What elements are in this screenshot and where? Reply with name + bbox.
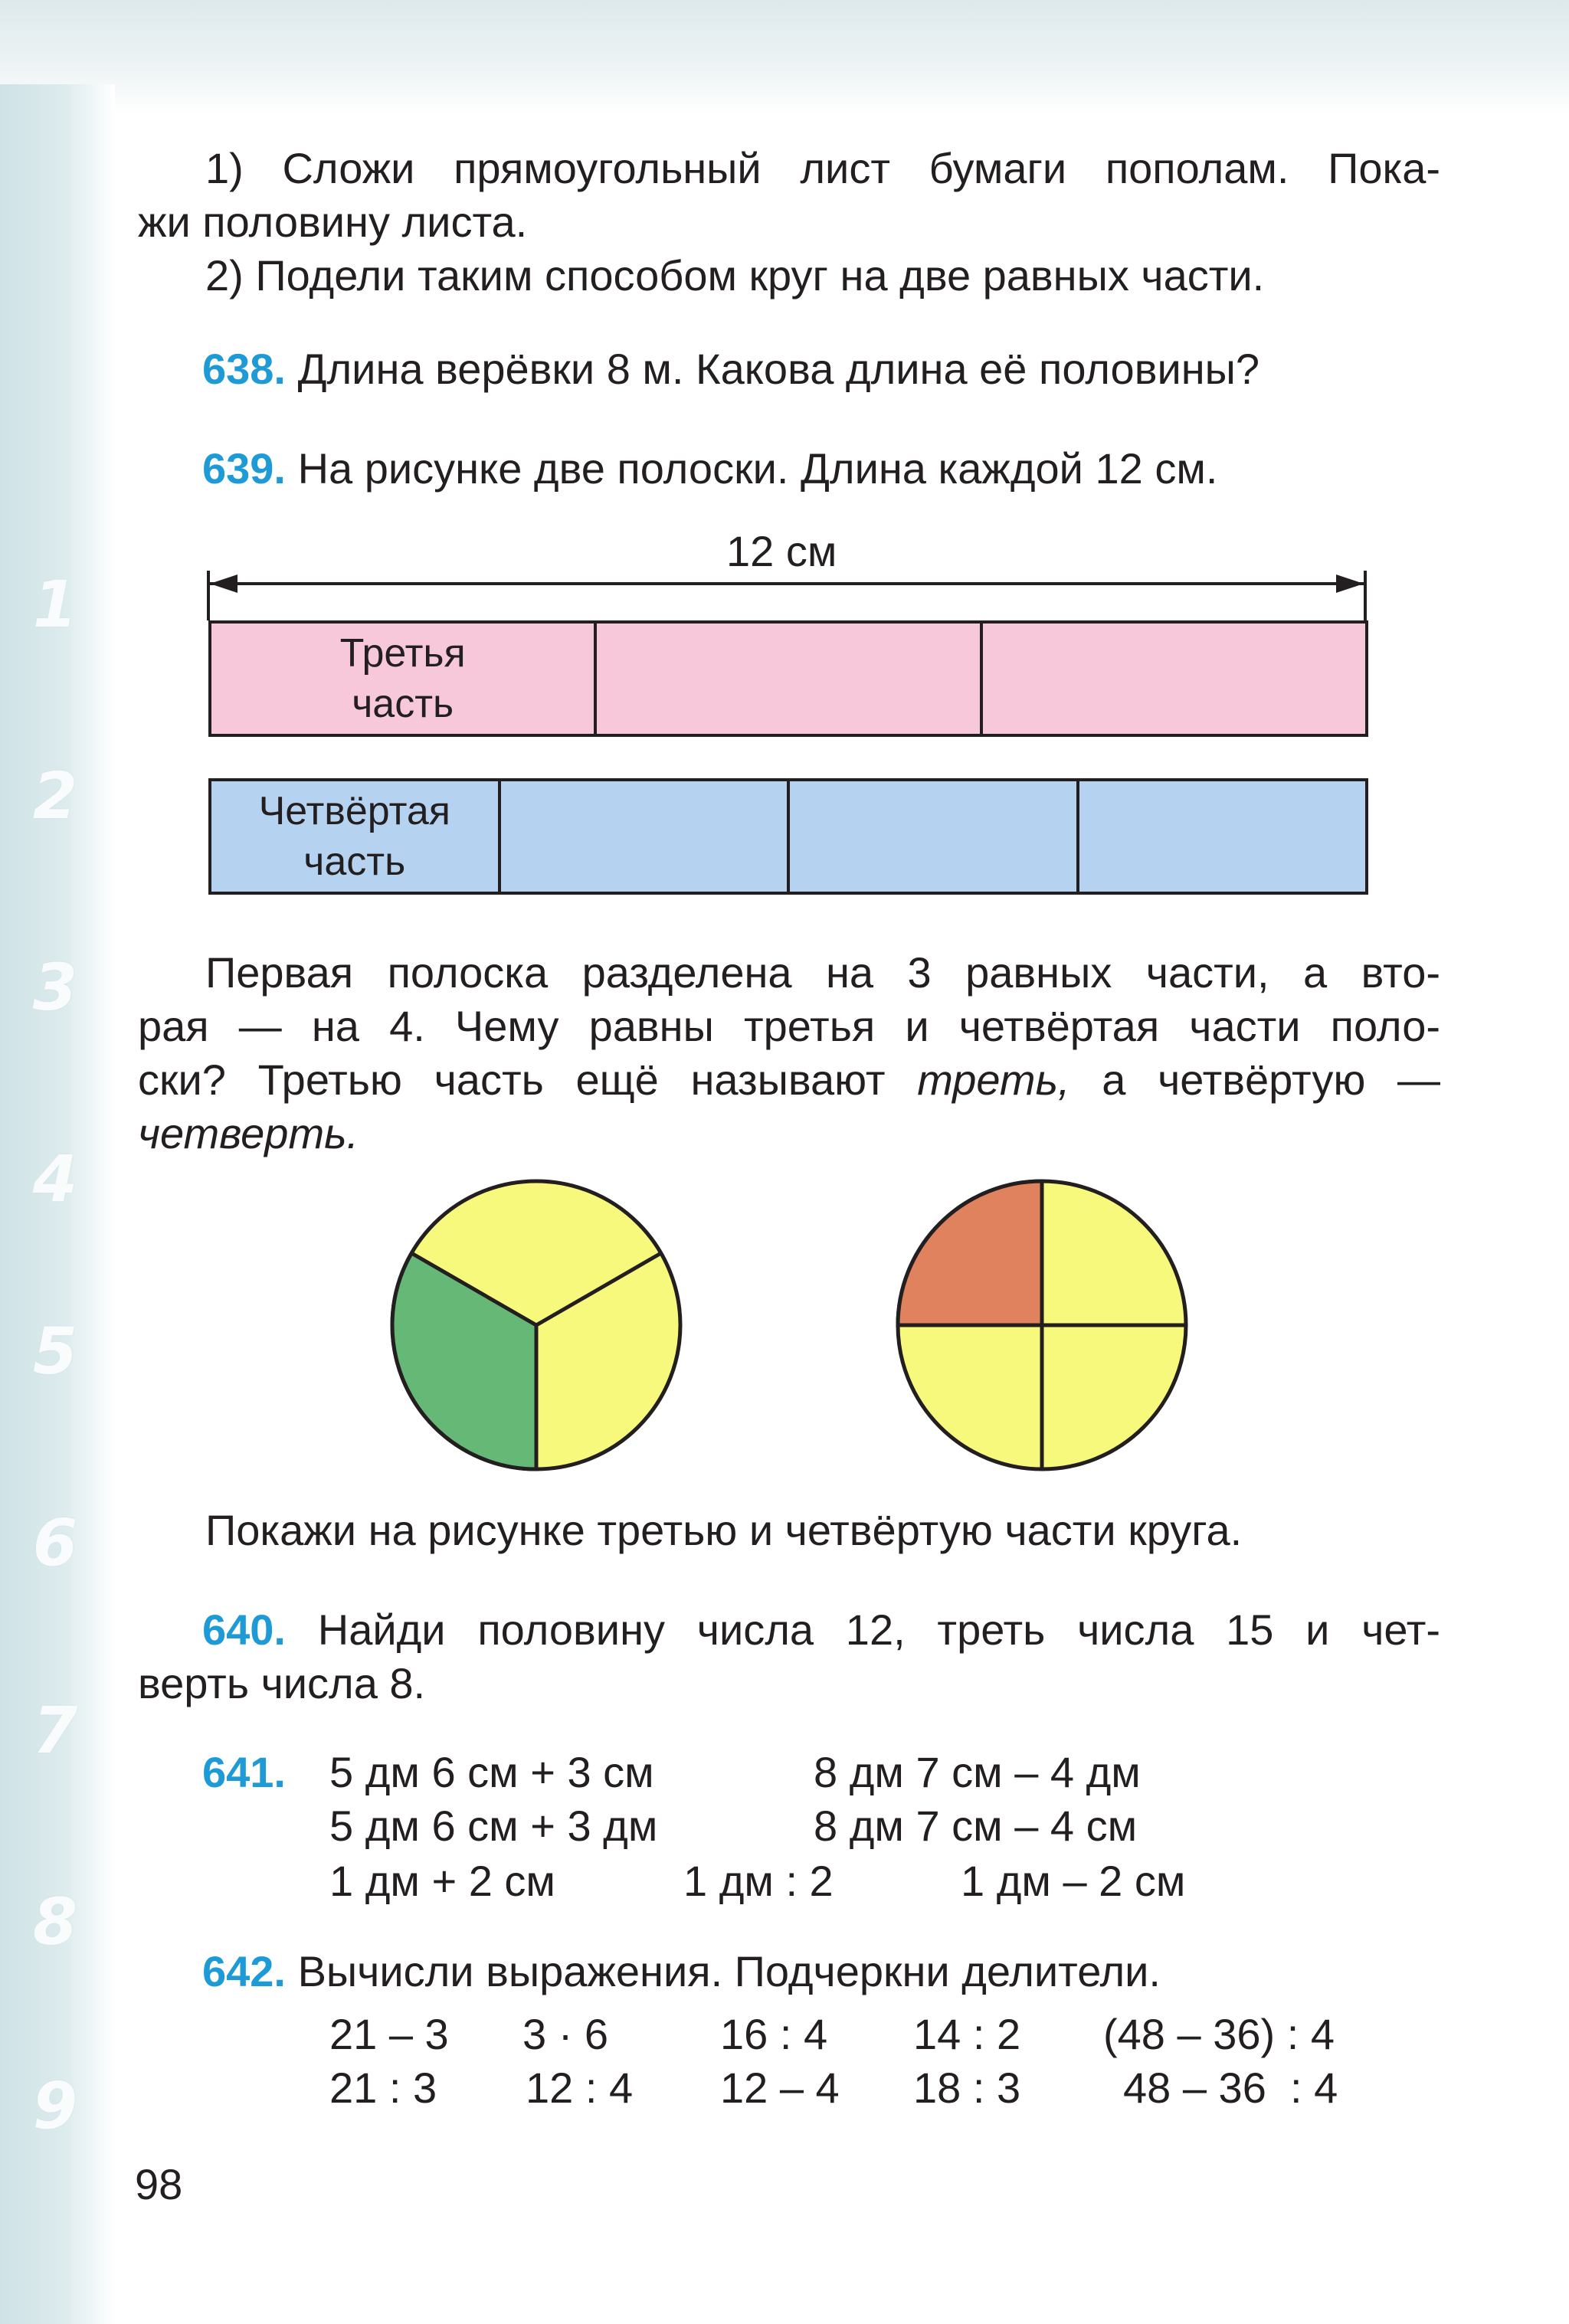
expr-641-r2c1: 5 дм 6 см + 3 дм <box>329 1802 658 1850</box>
expr-642-r1-4: 14 : 2 <box>913 2010 1021 2058</box>
paragraph-text: ски? Третью часть ещё называют <box>138 1056 918 1104</box>
expr-641-r3c2: 1 дм : 2 <box>683 1857 834 1905</box>
paragraph-line-1: Первая полоска разделена на 3 равных части, а вто- <box>205 948 1440 997</box>
length-arrow <box>201 567 1374 628</box>
page-top-band <box>0 0 1569 115</box>
intro-line-2: жи половину листа. <box>138 198 528 246</box>
expr-641-r1c1: 5 дм 6 см + 3 см <box>329 1748 654 1796</box>
side-tab-8: 8 <box>32 1884 78 1959</box>
exercise-642 <box>202 1947 1161 1996</box>
circles-question: Покажи на рисунке третью и четвёртую части круга. <box>205 1506 1243 1554</box>
expr-642-r1-5: (48 – 36) : 4 <box>1103 2010 1335 2058</box>
side-tab-4: 4 <box>32 1141 78 1216</box>
side-tab-9: 9 <box>32 2068 78 2143</box>
strip-thirds <box>208 620 1368 737</box>
expr-642-r2-3: 12 – 4 <box>720 2064 840 2112</box>
expr-642-r1-2: 3 · 6 <box>522 2010 609 2058</box>
strip-thirds-cell-2 <box>597 624 982 734</box>
expr-641-r3c3: 1 дм – 2 см <box>961 1857 1186 1905</box>
circle-quarters <box>889 1172 1195 1478</box>
exercise-number: 642. <box>202 1947 286 1995</box>
intro-line-1: 1) Сложи прямоугольный лист бумаги пополам. Пока- <box>205 144 1440 192</box>
paragraph-line-2: рая — на 4. Чему равны третья и четвёртая части поло- <box>138 1002 1440 1050</box>
exercise-text: На рисунке две полоски. Длина каждой 12 см. <box>297 444 1218 493</box>
expr-641-r3c1: 1 дм + 2 см <box>329 1857 555 1905</box>
length-label: 12 см <box>726 527 837 575</box>
exercise-number: 641. <box>202 1748 286 1796</box>
expr-641-r2c2: 8 дм 7 см – 4 см <box>814 1802 1138 1850</box>
side-tab-1: 1 <box>32 567 78 642</box>
intro-line-3: 2) Подели таким способом круг на две равных части. <box>205 251 1265 300</box>
expr-642-r1-1: 21 – 3 <box>329 2010 449 2058</box>
cell-label: Четвёртая <box>258 789 450 833</box>
side-tab-5: 5 <box>32 1314 78 1389</box>
paragraph-text: а четвёртую — <box>1069 1056 1441 1104</box>
circle-thirds <box>383 1172 690 1478</box>
strip-quarters-cell-4 <box>1079 781 1366 892</box>
cell-label: часть <box>352 682 454 726</box>
exercise-640 <box>202 1606 1440 1655</box>
expr-642-r1-3: 16 : 4 <box>720 2010 828 2058</box>
strip-thirds-cell-3 <box>983 624 1365 734</box>
strip-thirds-cell-1 <box>211 624 597 734</box>
expr-642-r2-4: 18 : 3 <box>913 2064 1021 2112</box>
side-tab-7: 7 <box>32 1693 78 1768</box>
page-number: 98 <box>135 2160 183 2208</box>
expr-642-r2-2: 12 : 4 <box>526 2064 634 2112</box>
side-tab-3: 3 <box>32 950 78 1025</box>
strip-quarters-cell-3 <box>790 781 1079 892</box>
strip-quarters-cell-1 <box>211 781 501 892</box>
exercise-639 <box>202 444 1217 493</box>
exercise-text: Вычисли выражения. Подчеркни делители. <box>297 1947 1161 1995</box>
exercise-640-line-2: верть числа 8. <box>138 1659 426 1707</box>
exercise-number: 639. <box>202 444 286 493</box>
exercise-text: Найди половину числа 12, треть числа 15 и чет- <box>317 1606 1440 1654</box>
expr-642-r2-1: 21 : 3 <box>329 2064 437 2112</box>
exercise-number: 638. <box>202 345 286 393</box>
expr-642-r2-5: 48 – 36 : 4 <box>1123 2064 1338 2112</box>
side-tab-2: 2 <box>32 758 78 833</box>
term-chetvert: четверть. <box>138 1109 359 1157</box>
side-tab-6: 6 <box>32 1505 78 1580</box>
paragraph-line-3 <box>138 1056 1440 1105</box>
expr-641-r1c2: 8 дм 7 см – 4 дм <box>814 1748 1141 1796</box>
cell-label: Третья <box>339 631 466 676</box>
exercise-638 <box>202 345 1259 394</box>
exercise-number-641 <box>202 1748 286 1797</box>
cell-label: часть <box>303 840 406 884</box>
strip-quarters-cell-2 <box>501 781 791 892</box>
circle-quarters-highlight <box>898 1181 1042 1325</box>
term-tret: треть, <box>917 1056 1070 1104</box>
exercise-text: Длина верёвки 8 м. Какова длина её половины? <box>297 345 1260 393</box>
strip-quarters <box>208 778 1368 895</box>
exercise-number: 640. <box>202 1606 286 1654</box>
